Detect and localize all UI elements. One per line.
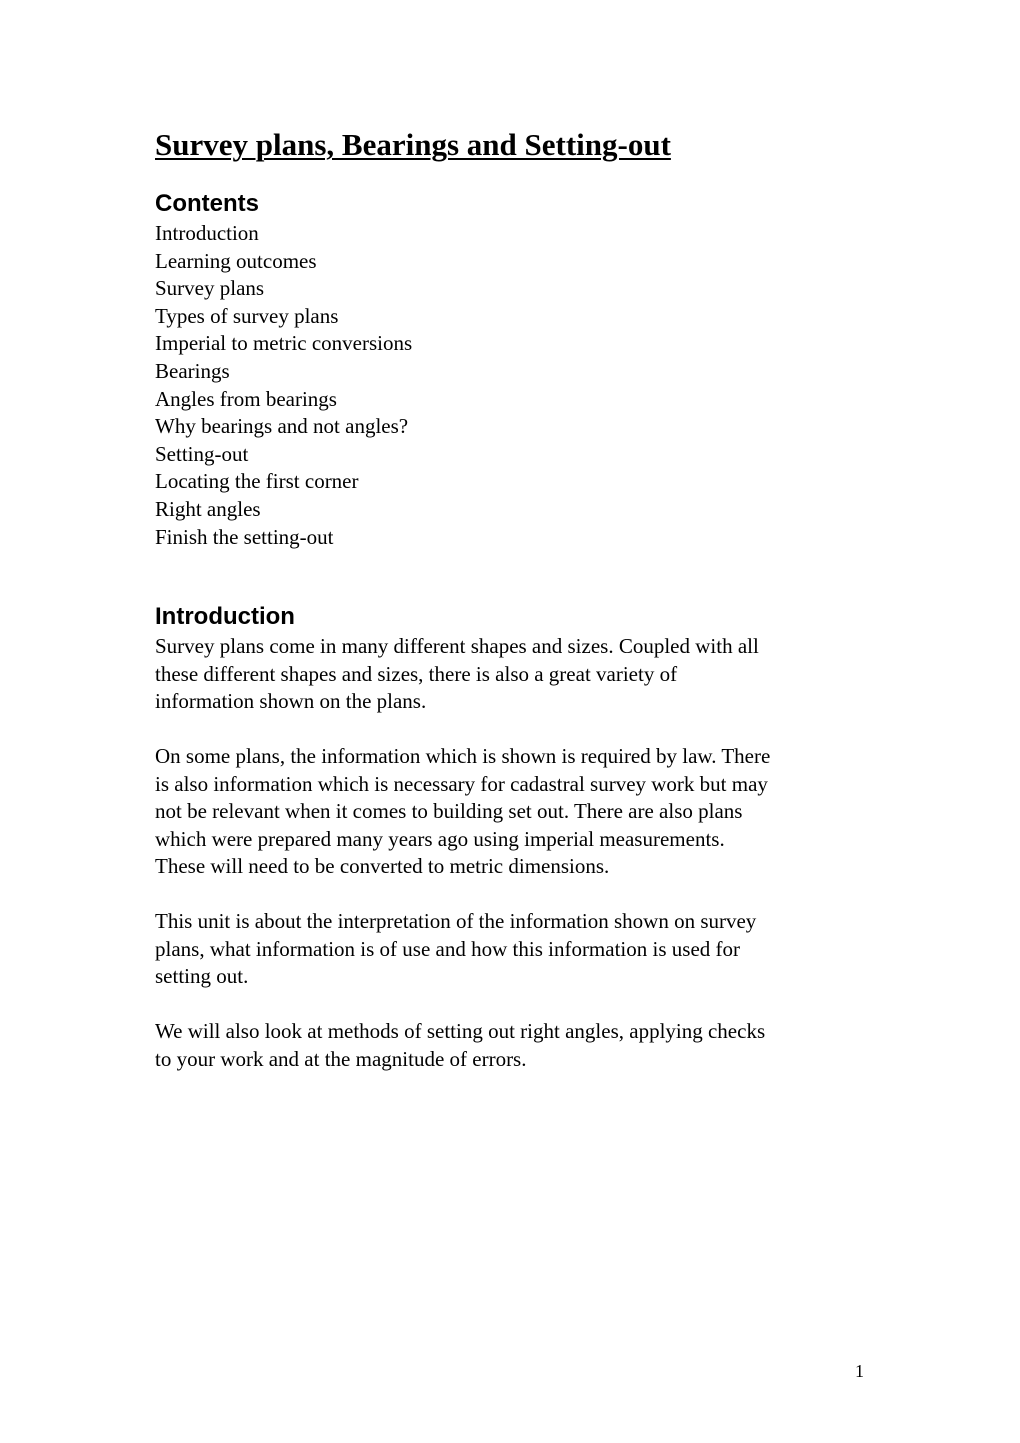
contents-item: Setting-out (155, 441, 249, 466)
page-number: 1 (855, 1361, 864, 1381)
contents-item: Types of survey plans (155, 303, 339, 328)
contents-list (155, 220, 412, 551)
document-title: Survey plans, Bearings and Setting-out (155, 127, 671, 162)
contents-item: Learning outcomes (155, 248, 317, 273)
contents-item: Locating the first corner (155, 469, 359, 494)
contents-item: Imperial to metric conversions (155, 331, 413, 356)
introduction-paragraph: This unit is about the interpretation of the information shown on survey plans, what information is of use and how this information is used for setting out. (155, 909, 757, 988)
contents-item: Bearings (155, 358, 230, 383)
contents-item: Finish the setting-out (155, 524, 334, 549)
contents-item: Introduction (155, 221, 259, 245)
introduction-paragraph: Survey plans come in many different shapes and sizes. Coupled with all these different shapes and sizes, there is also a great variety of information shown on the plans. (155, 634, 759, 713)
contents-heading: Contents (155, 190, 259, 217)
contents-item: Survey plans (155, 276, 265, 301)
introduction-body (155, 633, 875, 1101)
introduction-heading: Introduction (155, 603, 295, 630)
introduction-paragraph: We will also look at methods of setting out right angles, applying checks to your work and at the magnitude of errors. (155, 1019, 766, 1071)
contents-item: Angles from bearings (155, 386, 337, 411)
contents-item: Why bearings and not angles? (155, 414, 409, 439)
introduction-paragraph: On some plans, the information which is shown is required by law. There is also information which is necessary for cadastral survey work but may not be relevant when it comes to building set out. There are also plans which were prepared many years ago using imperial measurements. These will need to be converted to metric dimensions. (155, 744, 771, 878)
contents-item: Right angles (155, 496, 261, 521)
